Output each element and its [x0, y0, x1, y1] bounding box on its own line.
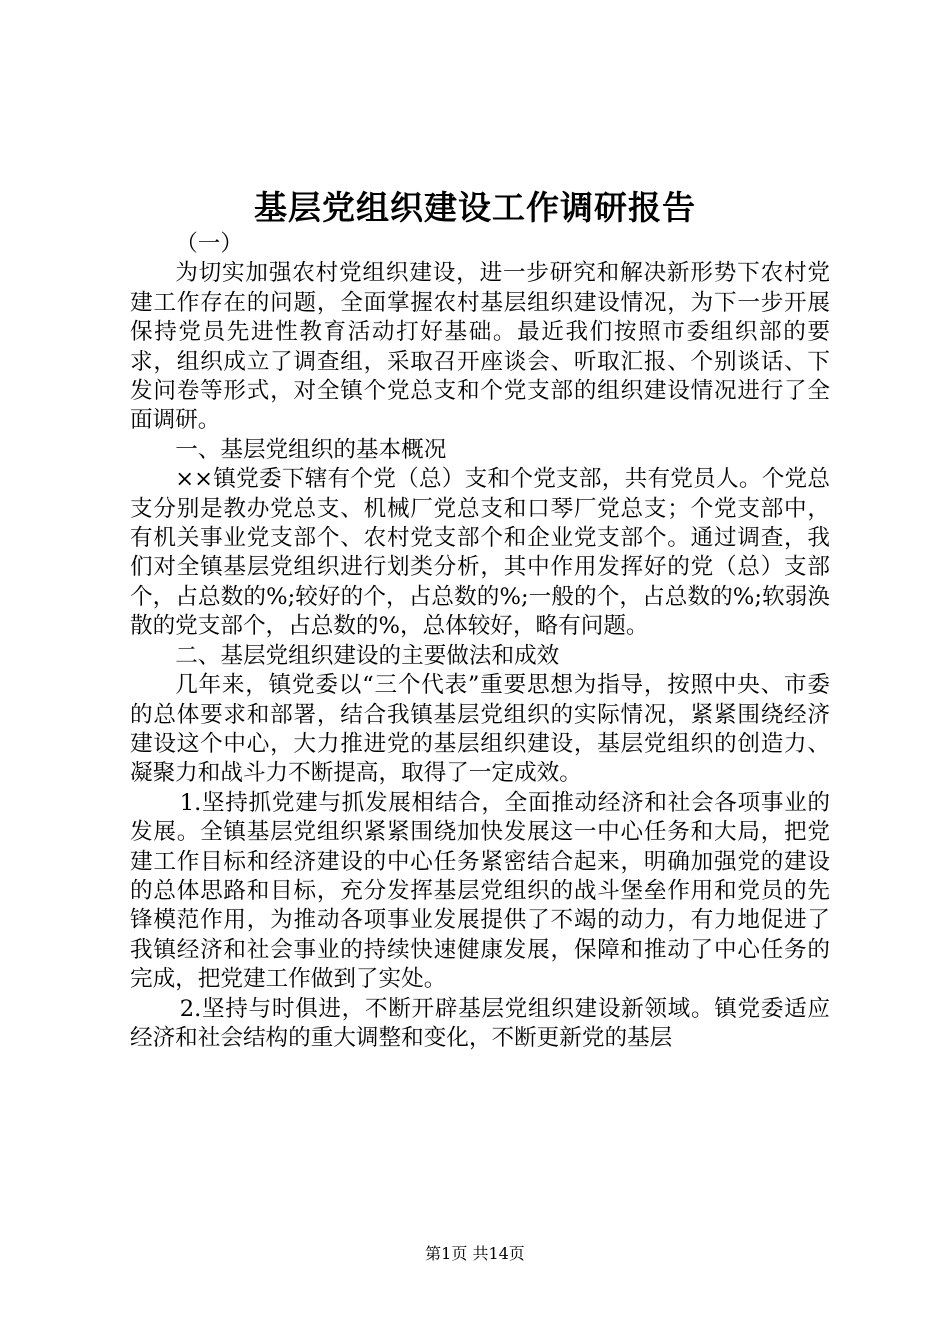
page-footer: 第1页 共14页: [425, 1244, 525, 1263]
paragraph-practices: 几年来，镇党委以“三个代表”重要思想为指导，按照中央、市委的总体要求和部署，结合我镇基层党组织的实际情况，紧紧围绕经济建设这个中心，大力推进党的基层组织建设，基层党组织的创造力、凝聚力和战斗力不断提高，取得了一定成效。: [130, 672, 830, 787]
paragraph-overview: ××镇党委下辖有个党（总）支和个党支部，共有党员人。个党总支分别是教办党总支、机械厂党总支和口琴厂党总支；个党支部中，有机关事业党支部个、农村党支部个和企业党支部个。通过调查，我们对全镇基层党组织进行划类分析，其中作用发挥好的党（总）支部个，占总数的%;较好的个，占总数的%;一般的个，占总数的%;软弱涣散的党支部个，占总数的%，总体较好，略有问题。: [130, 466, 830, 640]
paragraph-intro: 为切实加强农村党组织建设，进一步研究和解决新形势下农村党建工作存在的问题，全面掌握农村基层组织建设情况，为下一步开展保持党员先进性教育活动打好基础。最近我们按照市委组织部的要求，组织成立了调查组，采取召开座谈会、听取汇报、个别谈话、下发问卷等形式，对全镇个党总支和个党支部的组织建设情况进行了全面调研。: [130, 260, 830, 434]
paragraph-point-2: 2.坚持与时俱进，不断开辟基层党组织建设新领域。镇党委适应经济和社会结构的重大调整和变化，不断更新党的基层: [130, 995, 830, 1051]
heading-basic-overview: 一、基层党组织的基本概况: [175, 436, 447, 463]
paragraph-point-1: 1.坚持抓党建与抓发展相结合，全面推动经济和社会各项事业的发展。全镇基层党组织紧紧围绕加快发展这一中心任务和大局，把党建工作目标和经济建设的中心任务紧密结合起来，明确加强党的建设的总体思路和目标，充分发挥基层党组织的战斗堡垒作用和党员的先锋模范作用，为推动各项事业发展提供了不竭的动力，有力地促进了我镇经济和社会事业的持续快速健康发展，保障和推动了中心任务的完成，把党建工作做到了实处。: [130, 789, 830, 993]
heading-main-practices: 二、基层党组织建设的主要做法和成效: [175, 642, 560, 669]
document-title: 基层党组织建设工作调研报告: [254, 188, 696, 227]
document-body: [130, 230, 830, 1053]
paragraph-section-marker: （一）: [175, 231, 243, 257]
